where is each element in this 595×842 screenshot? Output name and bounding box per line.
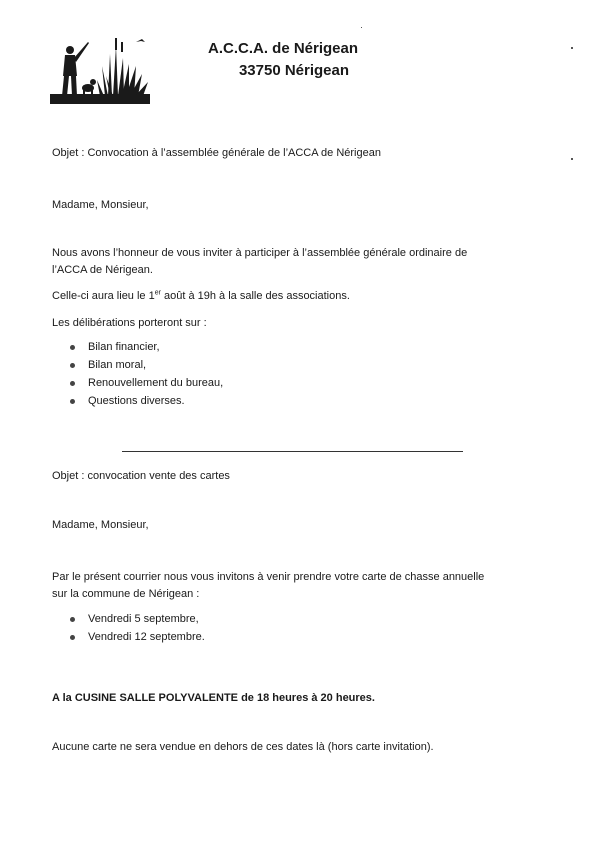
- section-divider: [122, 451, 463, 452]
- letter2-subject: Objet : convocation vente des cartes: [52, 470, 230, 482]
- list-item: Questions diverses.: [68, 394, 223, 412]
- sale-location: A la CUSINE SALLE POLYVALENTE de 18 heures à 20 heures.: [52, 692, 375, 704]
- bullet-icon: [70, 399, 75, 404]
- scan-speck: [361, 27, 362, 28]
- scan-speck: [571, 158, 573, 160]
- list-item: Vendredi 12 septembre.: [68, 630, 205, 648]
- meeting-date-suffix: août à 19h à la salle des associations.: [160, 290, 350, 302]
- letter1-subject: Objet : Convocation à l’assemblée générale de l’ACCA de Nérigean: [52, 147, 381, 159]
- bullet-icon: [70, 617, 75, 622]
- letter2-body: Par le présent courrier nous vous invitons à venir prendre votre carte de chasse annuelle sur la commune de Nérigean :: [52, 571, 485, 600]
- meeting-date-ordinal: er: [154, 289, 161, 297]
- bullet-icon: [70, 635, 75, 640]
- letter1-salutation: Madame, Monsieur,: [52, 199, 149, 211]
- bullet-icon: [70, 363, 75, 368]
- list-item: Bilan financier,: [68, 340, 223, 358]
- agenda-list: [68, 340, 223, 412]
- letter2-note: Aucune carte ne sera vendue en dehors de ces dates là (hors carte invitation).: [52, 741, 434, 753]
- scan-speck: [571, 47, 573, 49]
- letter2-salutation: Madame, Monsieur,: [52, 519, 149, 531]
- sale-dates-list: [68, 612, 205, 648]
- letter1-meeting-date: [52, 289, 350, 304]
- hunter-logo-icon: [50, 36, 150, 104]
- organization-heading: [196, 38, 370, 82]
- meeting-date-prefix: Celle-ci aura lieu le 1: [52, 290, 155, 302]
- list-item: Bilan moral,: [68, 358, 223, 376]
- organization-postcode-city: 33750 Nérigean: [238, 62, 350, 79]
- list-item: Vendredi 5 septembre,: [68, 612, 205, 630]
- letter1-agenda-intro: Les délibérations porteront sur :: [52, 317, 207, 329]
- list-item: Renouvellement du bureau,: [68, 376, 223, 394]
- bullet-icon: [70, 381, 75, 386]
- bullet-icon: [70, 345, 75, 350]
- letter1-intro: Nous avons l’honneur de vous inviter à participer à l’assemblée générale ordinaire de l’ACCA de Nérigean.: [52, 247, 468, 276]
- organization-name: A.C.C.A. de Nérigean: [207, 40, 359, 57]
